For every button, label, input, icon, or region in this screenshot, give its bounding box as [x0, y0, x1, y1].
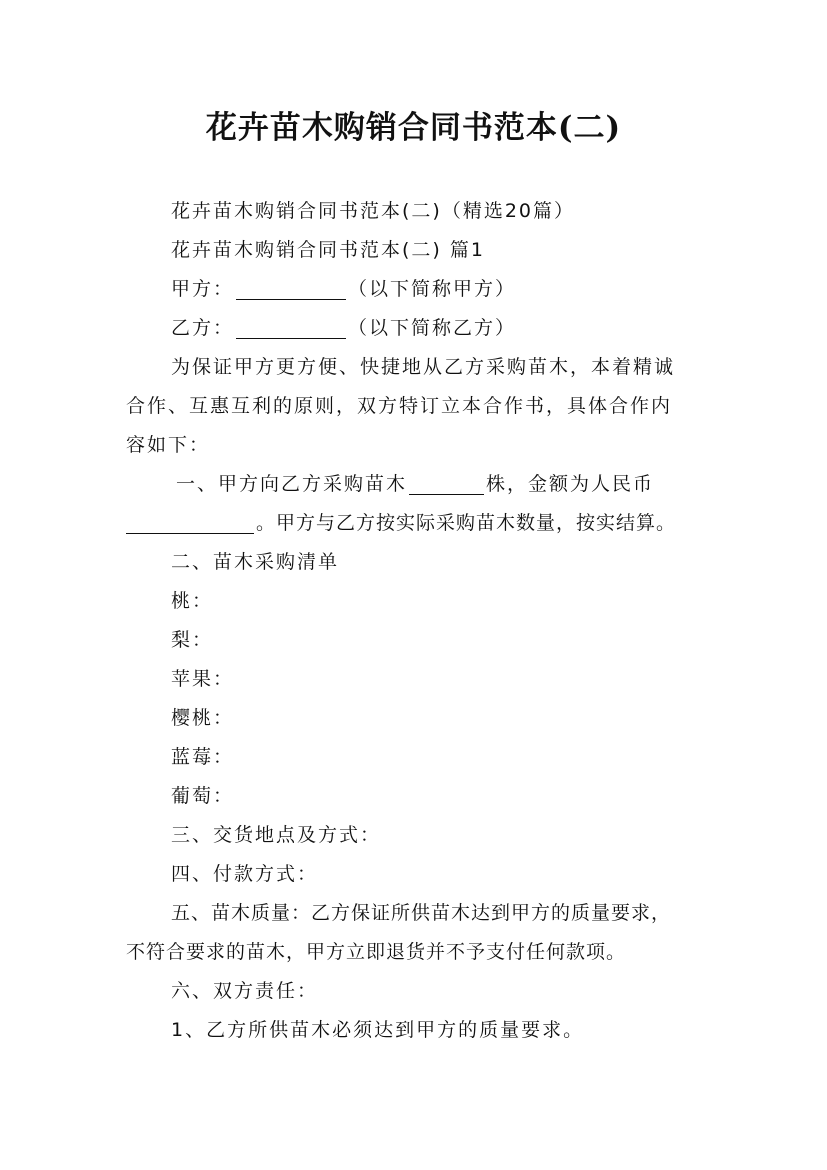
clause-6-1: 1、乙方所供苗木必须达到甲方的质量要求。	[171, 1019, 585, 1041]
party-a-line	[126, 274, 751, 304]
subtitle: 花卉苗木购销合同书范本(二)（精选20篇）	[171, 200, 576, 222]
clause-2: 二、苗木采购清单	[171, 551, 340, 573]
intro-line-3: 容如下：	[126, 434, 211, 456]
item-grape: 葡萄：	[171, 785, 235, 807]
item-peach: 桃：	[171, 590, 214, 612]
clause-1-part-3: 。甲方与乙方按实际采购苗木数量，按实结算。	[256, 512, 677, 534]
document-title: 花卉苗木购销合同书范本(二)	[205, 110, 622, 146]
party-a-suffix: （以下简称甲方）	[348, 278, 517, 300]
amount-blank	[126, 514, 254, 534]
item-blueberry: 蓝莓：	[171, 746, 235, 768]
clause-3: 三、交货地点及方式：	[171, 824, 382, 846]
clause-4: 四、付款方式：	[171, 863, 319, 885]
clause-1-part-1: 一、甲方向乙方采购苗木	[176, 473, 408, 495]
item-apple: 苹果：	[171, 668, 235, 690]
intro-line-1: 为保证甲方更方便、快捷地从乙方采购苗木，本着精诚	[171, 356, 676, 378]
party-a-blank	[236, 280, 346, 300]
quantity-blank	[409, 475, 484, 495]
party-b-suffix: （以下简称乙方）	[348, 317, 517, 339]
party-b-blank	[236, 319, 346, 339]
clause-5-line-2: 不符合要求的苗木，甲方立即退货并不予支付任何款项。	[126, 941, 627, 963]
clause-1-line-2	[126, 508, 706, 538]
clause-1-part-2: 株，金额为人民币	[486, 473, 655, 495]
intro-line-2: 合作、互惠互利的原则，双方特订立本合作书，具体合作内	[126, 395, 673, 417]
clause-5-line-1: 五、苗木质量：乙方保证所供苗木达到甲方的质量要求，	[171, 902, 672, 924]
party-b-label: 乙方：	[171, 317, 235, 339]
item-cherry: 樱桃：	[171, 707, 235, 729]
clause-1-line-1	[126, 469, 756, 499]
clause-6: 六、双方责任：	[171, 980, 319, 1002]
item-pear: 梨：	[171, 629, 214, 651]
party-b-line	[126, 313, 751, 343]
party-a-label: 甲方：	[171, 278, 235, 300]
section-heading: 花卉苗木购销合同书范本(二) 篇1	[171, 239, 485, 261]
